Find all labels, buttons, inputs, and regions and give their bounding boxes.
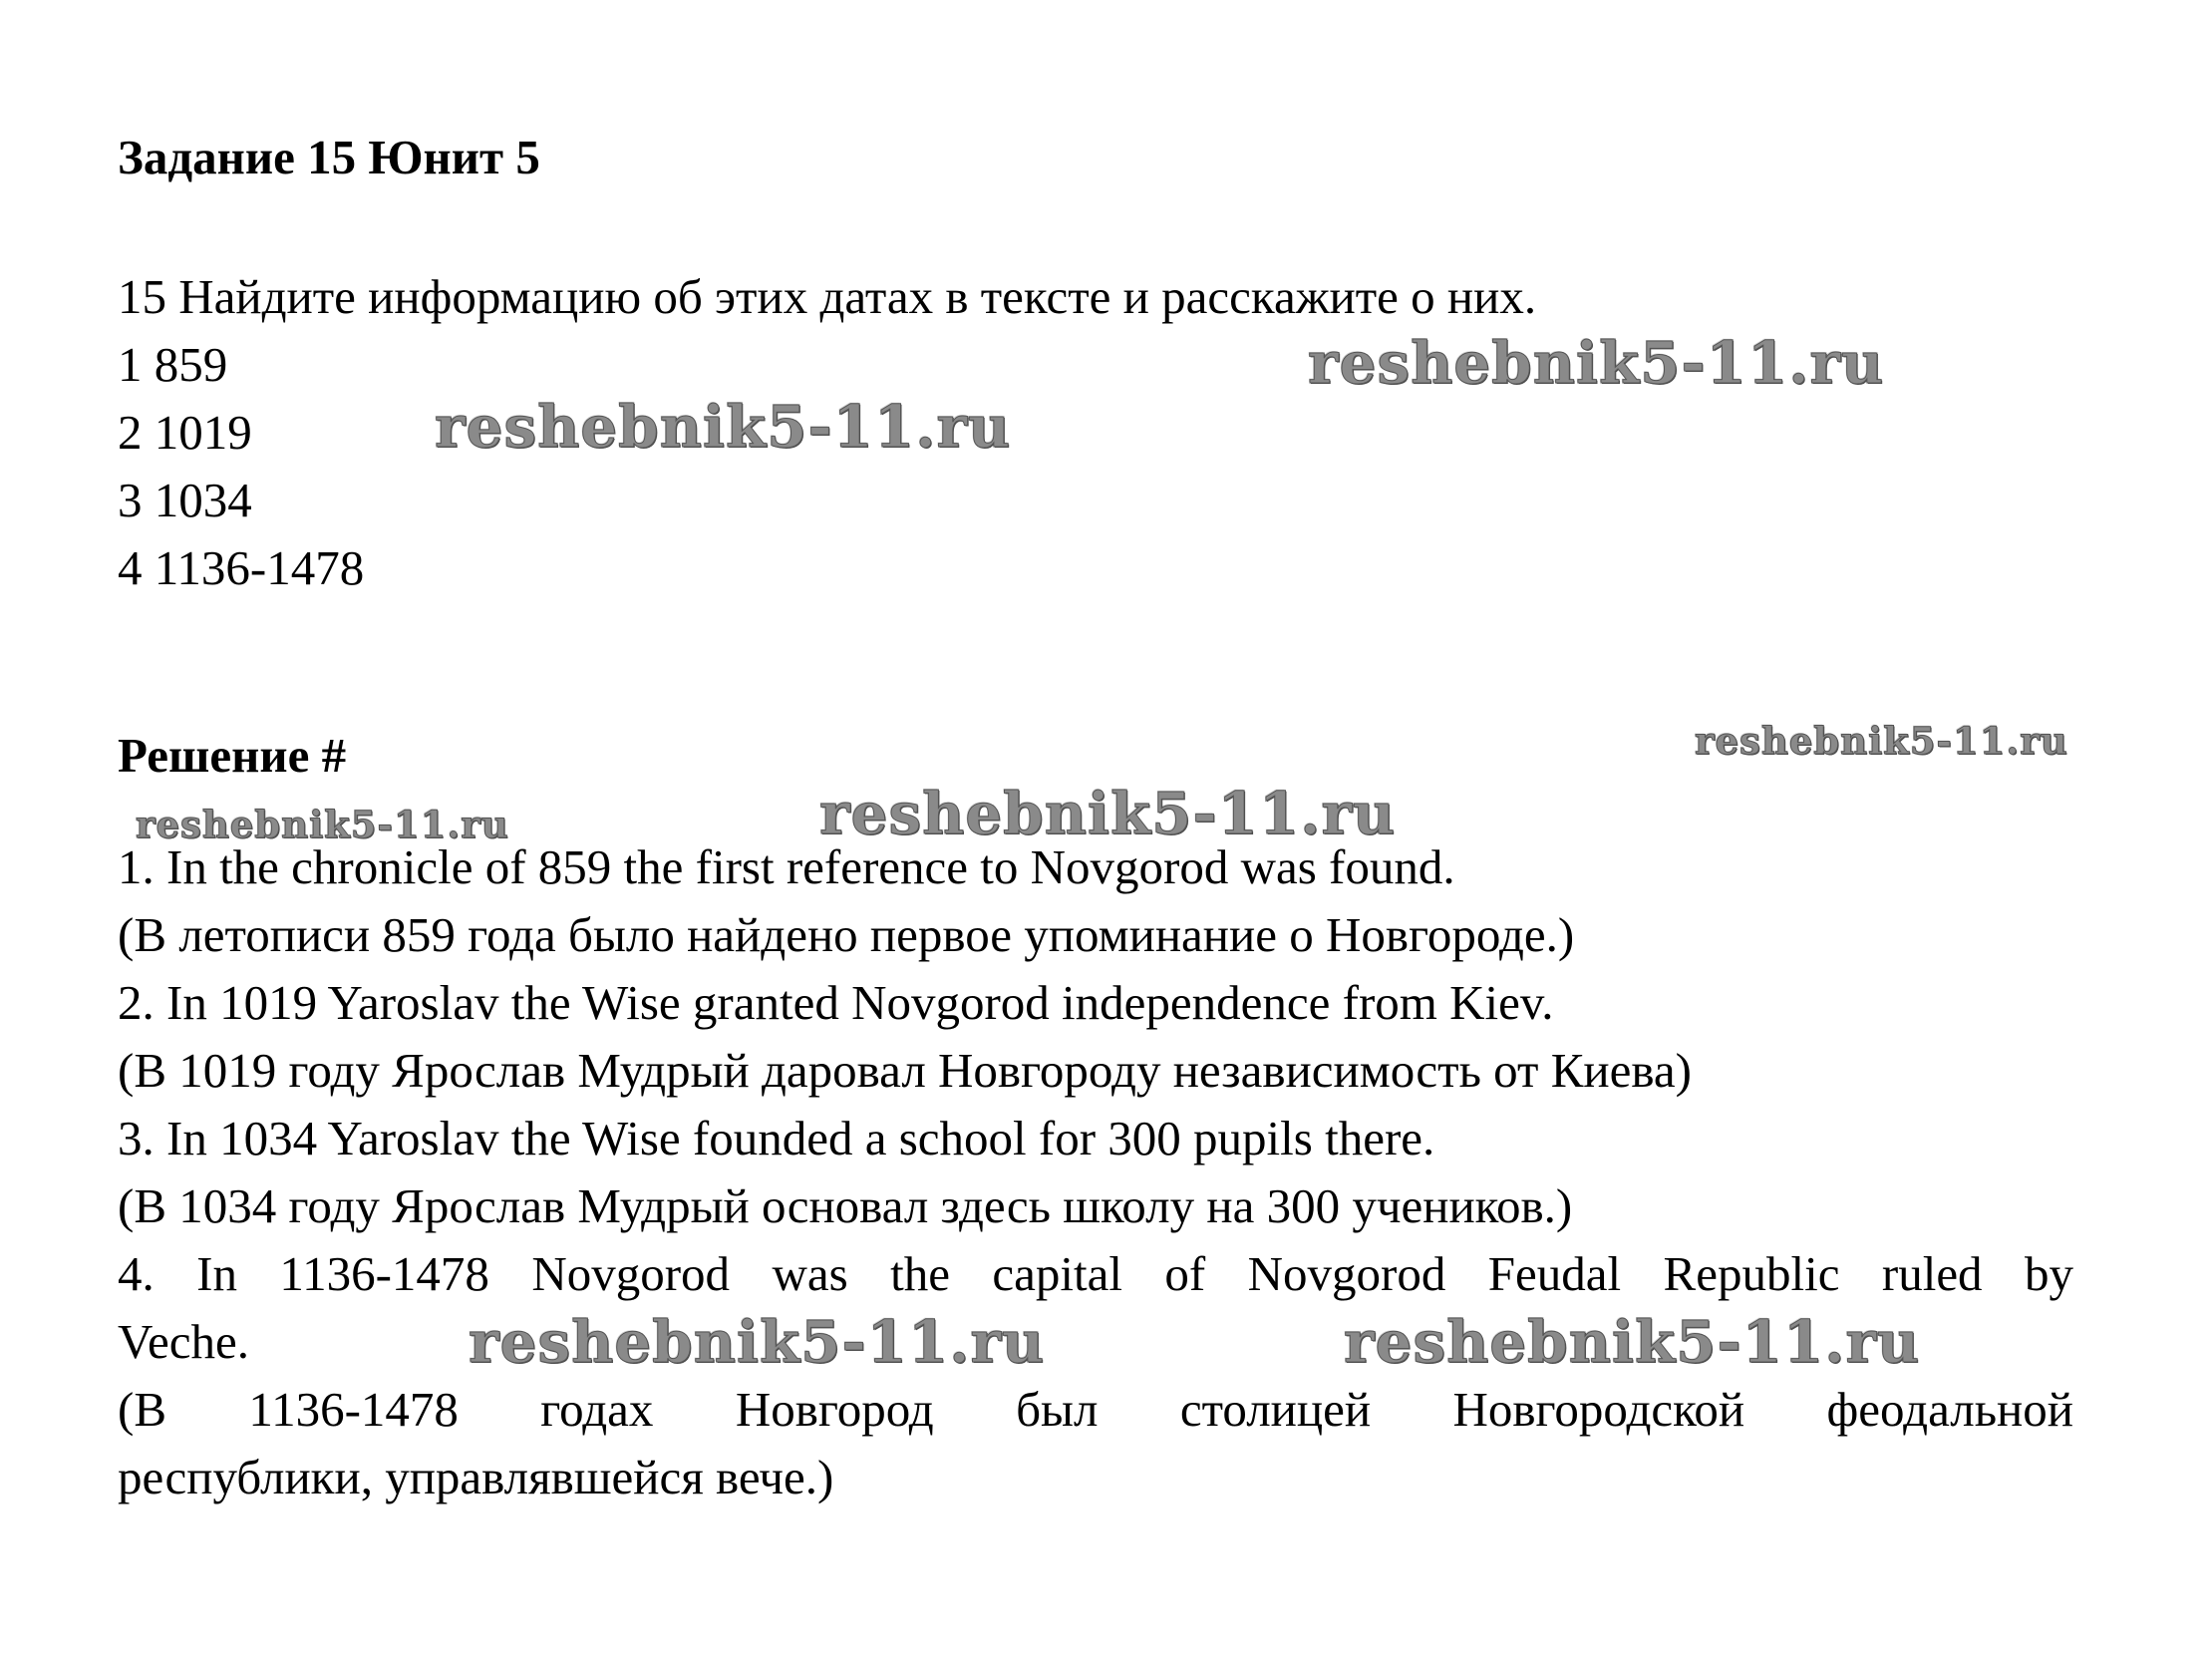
solution-line: (В летописи 859 года было найдено первое упоминание о Новгороде.) bbox=[118, 907, 1575, 962]
solution-line: 4. In 1136-1478 Novgorod was the capital of Novgorod Feudal Republic ruled by bbox=[118, 1246, 2073, 1301]
solution-line: 1. In the chronicle of 859 the first reference to Novgorod was found. bbox=[118, 839, 1455, 894]
solution-heading: Решение # bbox=[118, 728, 347, 783]
watermark: reshebnik5-11.ru bbox=[136, 803, 509, 846]
task-instruction: 15 Найдите информацию об этих датах в тексте и расскажите о них. bbox=[118, 269, 1537, 324]
solution-line: республики, управлявшейся вече.) bbox=[118, 1450, 834, 1504]
watermark: reshebnik5-11.ru bbox=[1695, 719, 2068, 763]
watermark: reshebnik5-11.ru bbox=[435, 393, 1012, 461]
watermark: reshebnik5-11.ru bbox=[1344, 1308, 1921, 1376]
solution-line: 2. In 1019 Yaroslav the Wise granted Novgorod independence from Kiev. bbox=[118, 975, 1554, 1030]
watermark: reshebnik5-11.ru bbox=[1308, 329, 1885, 397]
task-item: 1 859 bbox=[118, 337, 228, 392]
task-heading: Задание 15 Юнит 5 bbox=[118, 130, 540, 184]
task-item: 4 1136-1478 bbox=[118, 540, 365, 595]
solution-line: 3. In 1034 Yaroslav the Wise founded a school for 300 pupils there. bbox=[118, 1111, 1435, 1165]
task-item: 3 1034 bbox=[118, 473, 252, 527]
watermark: reshebnik5-11.ru bbox=[819, 780, 1397, 847]
solution-line: (В 1136-1478 годах Новгород был столицей Новгородской феодальной bbox=[118, 1382, 2073, 1437]
solution-line: Veche. bbox=[118, 1314, 249, 1369]
watermark: reshebnik5-11.ru bbox=[469, 1308, 1046, 1376]
task-item: 2 1019 bbox=[118, 405, 252, 460]
solution-line: (В 1034 году Ярослав Мудрый основал здесь школу на 300 учеников.) bbox=[118, 1178, 1573, 1233]
solution-line: (В 1019 году Ярослав Мудрый даровал Новгороду независимость от Киева) bbox=[118, 1043, 1692, 1098]
